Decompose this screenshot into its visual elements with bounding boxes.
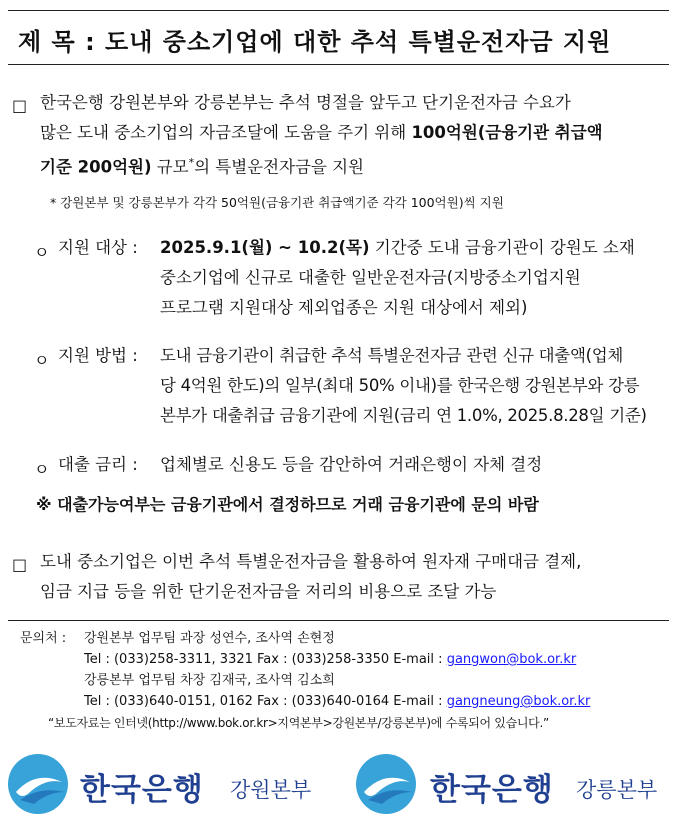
item-target-text — [160, 233, 665, 323]
contact-gangneung-staff: 강릉본부 업무팀 차장 김재국, 조사역 김소희 — [84, 673, 335, 688]
item-method-text — [160, 341, 670, 431]
contact-gangwon-phone — [84, 649, 576, 670]
intro-line-2: 많은 도내 중소기업의 자금조달에 도움을 주기 위해 — [40, 123, 412, 142]
period-dates: 2025.9.1(월) ~ 10.2(목) — [160, 238, 370, 257]
intro-amount: 100억원(금융기관 취급액 — [411, 123, 603, 142]
item-bullet: ㅇ — [34, 243, 50, 262]
item-target-line-3: 프로그램 지원대상 제외업종은 지원 대상에서 제외) — [160, 298, 528, 317]
contact-label: 문의처 : — [20, 631, 67, 646]
page-title: 제 목 : 도내 중소기업에 대한 추석 특별운전자금 지원 — [18, 28, 612, 56]
logo-gangneung — [354, 752, 684, 812]
item-target-line-2: 중소기업에 신규로 대출한 일반운전자금(지방중소기업지원 — [160, 268, 581, 287]
logo-branch-text: 강릉본부 — [576, 778, 658, 802]
bok-logo-icon — [6, 752, 70, 816]
intro-line-3: 의 특별운전자금을 지원 — [194, 157, 364, 177]
closing-paragraph — [40, 547, 670, 607]
contact-rule — [8, 620, 669, 621]
notice: ※ 대출가능여부는 금융기관에서 결정하므로 거래 금융기관에 문의 바람 — [36, 495, 539, 514]
intro-bullet: □ — [12, 96, 28, 115]
closing-bullet: □ — [12, 555, 28, 574]
intro-amount-cont: 기준 200억원) — [40, 157, 152, 177]
logo-gangwon — [6, 752, 336, 812]
intro-scale: 규모 — [151, 157, 189, 177]
contact-gangwon-tel: Tel : (033)258-3311, 3321 Fax : (033)258-3350 E-mail : — [84, 652, 447, 667]
item-label-rate: 대출 금리 : — [58, 455, 138, 474]
title-bottom-rule — [8, 64, 669, 65]
bok-logo-icon — [354, 752, 418, 816]
email-link-gangwon[interactable]: gangwon@bok.or.kr — [446, 652, 577, 667]
item-method-line-3: 본부가 대출취급 금융기관에 지원(금리 연 1.0%, 2025.8.28일 기준) — [160, 406, 647, 425]
email-link-gangneung[interactable]: gangneung@bok.or.kr — [446, 694, 591, 709]
footnote: * 강원본부 및 강릉본부가 각각 50억원(금융기관 취급액기준 각각 100억원)씩 지원 — [50, 195, 504, 210]
logo-brand-text: 한국은행 — [430, 772, 554, 808]
top-rule — [8, 10, 669, 11]
item-target-line-1: 기간중 도내 금융기관이 강원도 소재 — [369, 238, 635, 257]
intro-line-1: 한국은행 강원본부와 강릉본부는 추석 명절을 앞두고 단기운전자금 수요가 — [40, 93, 571, 112]
intro-footnote-mark: * — [188, 156, 195, 169]
item-bullet: ㅇ — [34, 460, 50, 479]
logo-branch-text: 강원본부 — [230, 778, 312, 802]
item-label-target: 지원 대상 : — [58, 238, 138, 257]
contact-gangwon-staff: 강원본부 업무팀 과장 성연수, 조사역 손현정 — [84, 631, 335, 646]
logo-brand-text: 한국은행 — [80, 772, 204, 808]
item-rate-text: 업체별로 신용도 등을 감안하여 거래은행이 자체 결정 — [160, 455, 543, 474]
item-method-line-1: 도내 금융기관이 취급한 추석 특별운전자금 관련 신규 대출액(업체 — [160, 346, 624, 365]
item-bullet: ㅇ — [34, 351, 50, 370]
press-release-note: “보도자료는 인터넷(http://www.bok.or.kr>지역본부>강원본부/강릉본부)에 수록되어 있습니다.” — [48, 716, 549, 730]
contact-gangneung-tel: Tel : (033)640-0151, 0162 Fax : (033)640-0164 E-mail : — [84, 694, 447, 709]
item-method-line-2: 당 4억원 한도)의 일부(최대 50% 이내)를 한국은행 강원본부와 강릉 — [160, 376, 640, 395]
intro-paragraph — [40, 88, 670, 183]
closing-line-2: 임금 지급 등을 위한 단기운전자금을 저리의 비용으로 조달 가능 — [40, 582, 497, 601]
contact-gangneung-phone — [84, 691, 590, 712]
closing-line-1: 도내 중소기업은 이번 추석 특별운전자금을 활용하여 원자재 구매대금 결제, — [40, 552, 582, 571]
item-label-method: 지원 방법 : — [58, 346, 138, 365]
